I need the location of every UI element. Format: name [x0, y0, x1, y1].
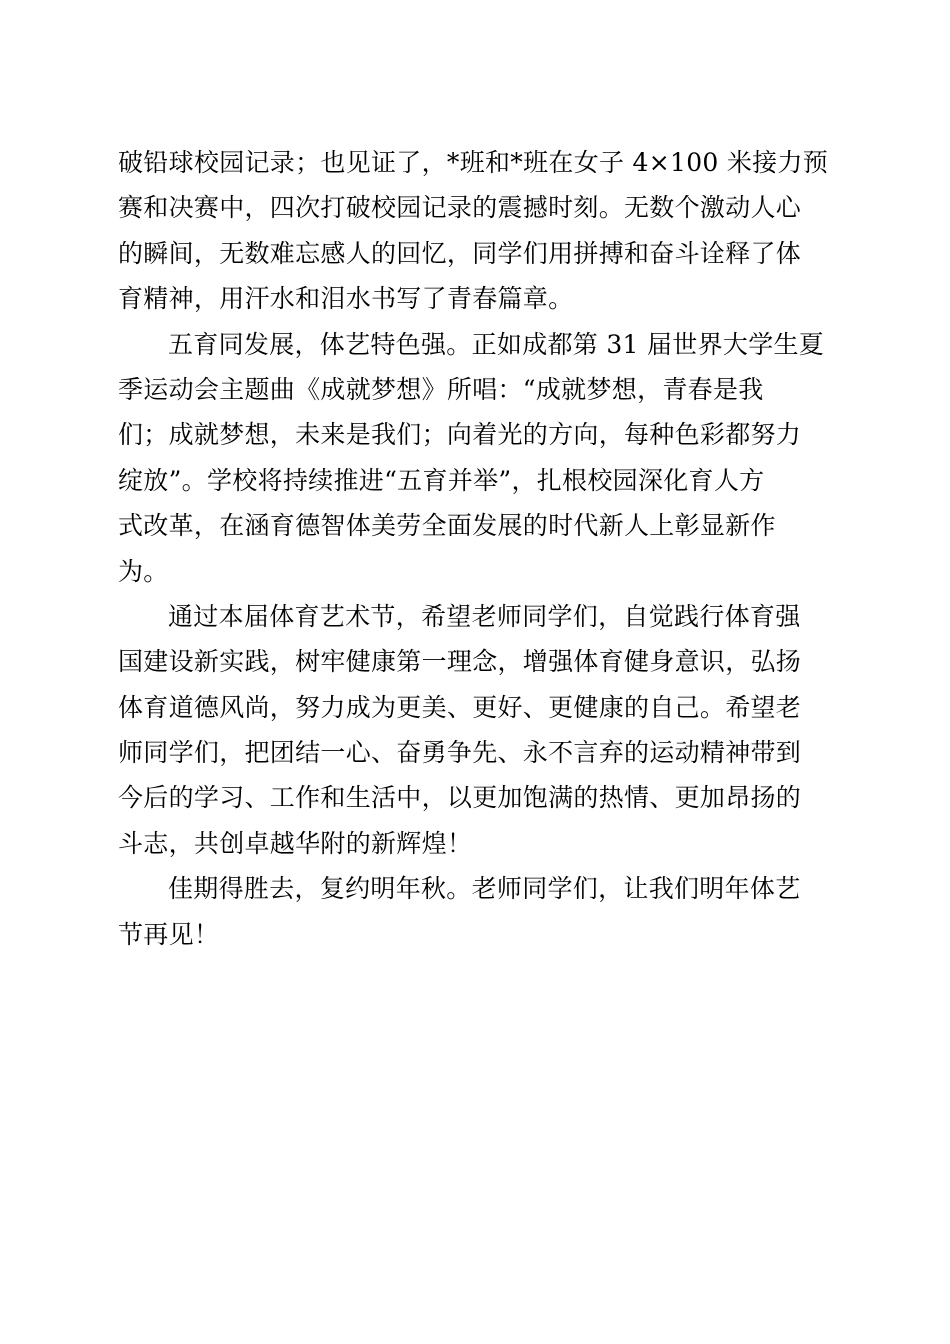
text-line: 式改革，在涵育德智体美劳全面发展的时代新人上彰显新作 [118, 511, 776, 541]
text-line: 体育道德风尚，努力成为更美、更好、更健康的自己。希望老 [118, 692, 802, 722]
text-line: 节再见！ [118, 919, 220, 949]
text-line: 为。 [118, 556, 169, 586]
text-line: 破铅球校园记录；也见证了，*班和*班在女子 4×100 米接力预 [118, 148, 829, 177]
paragraph-start-line: 五育同发展，体艺特色强。正如成都第 31 届世界大学生夏 [168, 329, 825, 359]
text-line: 今后的学习、工作和生活中，以更加饱满的热情、更加昂扬的 [118, 783, 802, 813]
text-line: 季运动会主题曲《成就梦想》所唱：“成就梦想，青春是我 [118, 374, 764, 404]
text-line: 国建设新实践，树牢健康第一理念，增强体育健身意识，弘扬 [118, 647, 802, 677]
text-line: 的瞬间，无数难忘感人的回忆，同学们用拼搏和奋斗诠释了体 [118, 238, 802, 268]
paragraph-start-line: 佳期得胜去，复约明年秋。老师同学们，让我们明年体艺 [168, 874, 801, 904]
text-line: 绽放”。学校将持续推进“五育并举”，扎根校园深化育人方 [118, 465, 765, 495]
text-line: 斗志，共创卓越华附的新辉煌！ [118, 828, 473, 858]
text-line: 们；成就梦想，未来是我们；向着光的方向，每种色彩都努力 [118, 420, 802, 450]
body-text [118, 140, 829, 957]
paragraph-start-line: 通过本届体育艺术节，希望老师同学们，自觉践行体育强 [168, 601, 801, 631]
text-line: 育精神，用汗水和泪水书写了青春篇章。 [118, 284, 574, 314]
text-line: 师同学们，把团结一心、奋勇争先、永不言弃的运动精神带到 [118, 738, 802, 768]
text-line: 赛和决赛中，四次打破校园记录的震撼时刻。无数个激动人心 [118, 193, 802, 223]
